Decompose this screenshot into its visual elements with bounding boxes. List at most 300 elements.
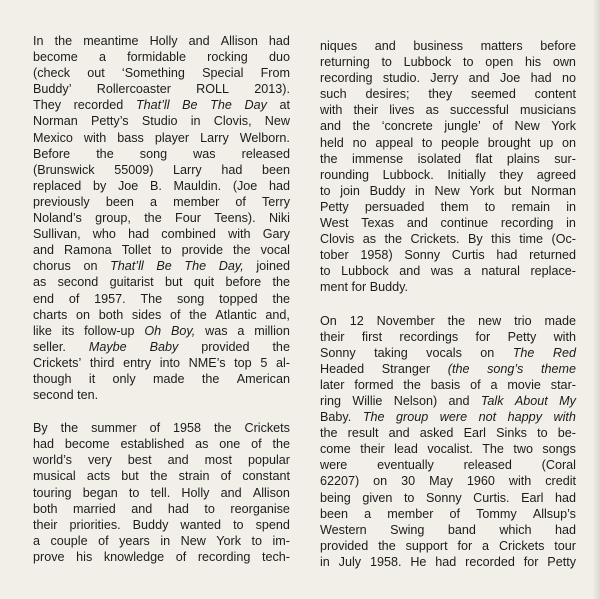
word: Teens). <box>214 211 256 226</box>
word: Mexico <box>33 130 73 145</box>
text-line <box>33 97 290 113</box>
word: a <box>237 323 245 338</box>
word: topped <box>219 291 258 306</box>
word: established <box>120 437 185 452</box>
word: In <box>33 34 44 48</box>
word: prove <box>33 549 65 564</box>
word: Allison <box>220 34 258 48</box>
word: natural <box>481 264 520 279</box>
word: Tollet <box>121 243 152 258</box>
text-line <box>320 102 576 118</box>
word: guitarist <box>109 275 154 290</box>
text-line <box>33 517 290 533</box>
word: end <box>33 291 55 306</box>
word: to <box>161 243 172 258</box>
word: in <box>320 554 330 569</box>
text-line <box>33 436 290 452</box>
text-line <box>320 361 576 377</box>
word: the <box>144 211 162 226</box>
word: both <box>33 501 58 516</box>
word: but <box>503 183 522 198</box>
word: Buddy <box>132 517 169 532</box>
word: November <box>376 313 435 328</box>
word: had <box>554 490 576 505</box>
word: They <box>33 98 61 113</box>
text-line <box>33 81 290 97</box>
word: Oh <box>144 323 162 338</box>
word: The <box>482 442 504 457</box>
word: in <box>190 114 201 129</box>
word: recording <box>197 549 251 564</box>
word: From <box>260 66 290 81</box>
word: for <box>457 538 473 553</box>
word: credit <box>545 474 576 489</box>
word: York <box>551 119 576 134</box>
word: to <box>381 55 392 70</box>
text-line <box>33 452 290 468</box>
text-line <box>320 457 576 473</box>
word: of <box>470 377 481 392</box>
text-line <box>320 538 576 554</box>
word: songs <box>542 442 576 457</box>
word: rocking <box>207 50 248 65</box>
word: wanted <box>180 517 222 532</box>
word: returning <box>320 55 370 70</box>
word: returned <box>529 248 576 263</box>
word: the <box>378 538 396 553</box>
word: two <box>513 442 533 457</box>
word: Holly <box>149 34 178 48</box>
word: was <box>430 264 454 279</box>
word: before <box>225 275 262 290</box>
word: as <box>425 103 439 118</box>
text-line <box>33 113 290 129</box>
word: best <box>127 453 152 468</box>
word: of <box>98 533 109 548</box>
text-line <box>33 226 290 242</box>
word: had <box>221 162 243 177</box>
word: Swing <box>390 522 425 537</box>
word: Earl <box>463 426 486 441</box>
word: to <box>484 199 496 214</box>
word: lead <box>394 442 418 457</box>
word: plains <box>506 151 540 166</box>
word: released <box>241 146 290 161</box>
word: Be <box>182 98 198 113</box>
word: That’ll <box>110 259 144 274</box>
word: ‘Something <box>121 66 185 81</box>
word: as <box>33 275 47 290</box>
word: and <box>188 34 210 48</box>
text-line <box>320 151 576 167</box>
text-line <box>33 146 290 162</box>
word: vocals <box>426 345 462 360</box>
word: million <box>254 323 290 338</box>
word: 1958 <box>173 421 202 436</box>
word: Tommy <box>476 506 517 521</box>
word: like <box>33 323 52 338</box>
word: content <box>534 87 576 102</box>
word: Allison <box>252 485 290 500</box>
word: the <box>96 146 114 161</box>
word: to <box>204 501 215 516</box>
word: had <box>128 227 150 242</box>
word: were <box>439 410 468 425</box>
word: Petty’s <box>91 114 129 129</box>
text-line <box>320 506 576 522</box>
word: and, <box>265 307 290 322</box>
word: had <box>33 437 55 452</box>
word: Willie <box>352 393 383 408</box>
word: Day, <box>218 259 244 274</box>
word: recorded <box>465 554 515 569</box>
word: 2013). <box>254 82 290 97</box>
word: held <box>320 135 344 150</box>
text-line <box>33 468 290 484</box>
word: eventually <box>377 458 434 473</box>
word: successful <box>450 103 509 118</box>
word: business <box>413 39 464 53</box>
text-line <box>33 194 290 210</box>
word: Ramona <box>64 243 112 258</box>
word: trio <box>514 313 532 328</box>
text-line <box>320 263 576 279</box>
word: joined <box>256 259 290 274</box>
word: Noland’s <box>33 211 82 226</box>
word: and <box>131 501 153 516</box>
word: a <box>490 377 498 392</box>
text-line <box>320 38 576 54</box>
text-line <box>33 420 290 436</box>
word: were <box>320 458 348 473</box>
text-line <box>33 258 290 274</box>
word: the <box>272 339 290 354</box>
word: provided <box>201 339 250 354</box>
word: ROLL <box>196 82 230 97</box>
text-line <box>33 291 290 307</box>
word: York <box>469 183 495 198</box>
word: replaced <box>33 178 82 193</box>
word: Lubbock. <box>382 167 434 182</box>
text-line <box>33 355 290 371</box>
text-line <box>320 522 576 538</box>
word: On <box>320 313 337 328</box>
word: no <box>561 71 576 86</box>
word: they <box>428 87 453 102</box>
word: and <box>406 216 428 231</box>
word: the <box>189 307 207 322</box>
word: The <box>512 345 535 360</box>
text-line <box>320 329 576 345</box>
word: on <box>83 259 98 274</box>
word: been <box>105 194 134 209</box>
word: Crickets <box>244 421 290 436</box>
text-line <box>320 167 576 183</box>
word: asked <box>419 426 454 441</box>
word: provide <box>181 243 223 258</box>
text-line <box>320 118 576 134</box>
text-line <box>320 425 576 441</box>
word: Petty <box>507 329 537 344</box>
word: tech- <box>262 549 290 564</box>
word: Joe <box>499 71 521 86</box>
word: meantime <box>83 34 139 48</box>
word: previously <box>33 194 90 209</box>
word: vocal <box>260 243 290 258</box>
word: taking <box>374 345 408 360</box>
word: his <box>76 549 93 564</box>
word: of <box>251 437 262 452</box>
word: with <box>553 329 576 344</box>
text-line <box>33 242 290 258</box>
text-line <box>320 490 576 506</box>
word: with <box>508 474 532 489</box>
word: been <box>320 506 349 521</box>
word: Atlantic <box>215 307 257 322</box>
word: ring <box>320 393 341 408</box>
word: be- <box>557 426 576 441</box>
word: world’s <box>33 453 72 468</box>
word: New <box>434 183 460 198</box>
word: Crickets <box>498 538 545 553</box>
word: 1958. <box>369 554 402 569</box>
word: had <box>167 501 189 516</box>
word: acts <box>86 469 111 484</box>
word: had <box>554 522 576 537</box>
word: July <box>338 554 362 569</box>
text-line <box>33 178 290 194</box>
word: had <box>530 71 552 86</box>
word: B. <box>149 178 162 193</box>
word: on <box>373 474 388 489</box>
word: He <box>410 554 427 569</box>
word: strain <box>178 469 210 484</box>
word: formidable <box>127 50 186 65</box>
word: being <box>320 490 351 505</box>
word: desires; <box>365 87 410 102</box>
word: by <box>92 178 107 193</box>
word: a <box>98 50 106 65</box>
text-line <box>320 409 576 425</box>
word: movie <box>507 377 541 392</box>
word: Larry <box>173 162 202 177</box>
word: for <box>475 329 491 344</box>
word: rounding <box>320 167 370 182</box>
word: both <box>98 307 124 322</box>
text-line <box>33 162 290 178</box>
word: 55009) <box>114 162 154 177</box>
word: Gary <box>262 227 290 242</box>
word: very <box>87 453 112 468</box>
word: no <box>352 135 367 150</box>
word: touring <box>33 485 72 500</box>
word: recording <box>500 216 554 231</box>
word: first <box>361 329 383 344</box>
word: Petty <box>320 199 349 214</box>
word: The <box>140 291 163 306</box>
word: priorities. <box>69 517 121 532</box>
word: 1957. <box>94 291 126 306</box>
word: not <box>478 410 497 425</box>
word: them <box>440 199 469 214</box>
word: out <box>87 66 105 81</box>
word: (Coral <box>541 458 576 473</box>
word: people <box>441 135 479 150</box>
text-line <box>320 70 576 86</box>
word: band <box>447 522 476 537</box>
word: Terry <box>262 194 290 209</box>
word: ‘concrete <box>381 119 433 134</box>
word: married <box>73 501 116 516</box>
word: the <box>403 377 421 392</box>
word: in <box>566 216 576 231</box>
word: Crickets’ <box>33 355 82 370</box>
word: New <box>264 114 290 129</box>
word: replace- <box>530 264 576 279</box>
text-line <box>33 210 290 226</box>
word: Sinks <box>496 426 527 441</box>
word: for <box>523 554 539 569</box>
word: song <box>177 291 205 306</box>
word: constant <box>242 469 290 484</box>
word: Clovis <box>320 232 355 247</box>
word: to <box>403 490 415 505</box>
word: of <box>235 194 246 209</box>
word: basis <box>430 377 461 392</box>
word: Talk <box>480 393 504 408</box>
text-line <box>320 377 576 393</box>
text-line <box>320 135 576 151</box>
word: of <box>220 469 232 484</box>
text-line <box>33 549 290 565</box>
word: with <box>553 410 576 425</box>
word: to <box>233 517 244 532</box>
word: Initially <box>447 167 486 182</box>
word: seemed <box>471 87 516 102</box>
word: Allsup’s <box>532 506 576 521</box>
word: quit <box>193 275 215 290</box>
word: New <box>514 119 540 134</box>
word: Red <box>552 345 576 360</box>
word: third <box>89 355 115 370</box>
word: Sonny <box>320 345 356 360</box>
text-line <box>33 339 290 355</box>
word: on <box>561 135 576 150</box>
word: but <box>121 469 139 484</box>
word: Curtis <box>451 248 485 263</box>
word: they <box>499 167 524 182</box>
word: musicians <box>520 103 576 118</box>
word: up <box>539 135 554 150</box>
word: the <box>214 421 232 436</box>
word: of <box>175 549 187 564</box>
word: and <box>448 393 470 408</box>
text-line <box>33 65 290 81</box>
word: come <box>320 442 351 457</box>
word: Maybe <box>88 339 127 354</box>
word: had <box>435 554 457 569</box>
word: before <box>540 39 576 53</box>
word: Day <box>244 98 267 113</box>
paragraph-break <box>320 296 576 313</box>
word: Lubbock <box>341 264 389 279</box>
word: combined <box>161 227 216 242</box>
word: Welborn. <box>239 130 290 145</box>
word: sur- <box>554 151 576 166</box>
word: duo <box>268 50 290 65</box>
word: My <box>559 393 576 408</box>
word: Buddy <box>369 183 406 198</box>
text-line <box>33 323 290 339</box>
word: May <box>429 474 453 489</box>
word: and <box>167 453 189 468</box>
text-line <box>320 313 576 329</box>
word: Nelson) <box>393 393 438 408</box>
text-line <box>320 199 576 215</box>
word: the <box>272 275 290 290</box>
word: in <box>566 199 576 214</box>
word: been <box>261 162 290 177</box>
word: Norman <box>531 183 576 198</box>
word: summer <box>91 421 137 436</box>
text-line <box>320 86 576 102</box>
word: and <box>320 119 342 134</box>
word: (Brunswick <box>33 162 95 177</box>
text-line <box>320 247 576 263</box>
text-line <box>33 387 290 403</box>
left-text-column <box>33 33 290 565</box>
word: support <box>405 538 448 553</box>
word: the <box>149 469 168 484</box>
word: the <box>447 313 466 328</box>
word: which <box>499 522 532 537</box>
word: matters <box>480 39 523 53</box>
word: it <box>88 371 96 386</box>
word: for <box>351 280 367 295</box>
word: with <box>320 103 343 118</box>
word: and <box>33 243 55 258</box>
word: the <box>352 119 371 134</box>
word: though <box>33 371 72 386</box>
word: but <box>164 275 183 290</box>
word: this <box>491 232 511 247</box>
word: Boy, <box>171 323 196 338</box>
word: remain <box>511 199 550 214</box>
paragraph-break <box>33 403 290 420</box>
text-line <box>33 130 290 146</box>
text-line <box>33 307 290 323</box>
word: Texas <box>361 216 395 231</box>
text-line <box>33 501 290 517</box>
word: (the <box>447 361 470 376</box>
word: become <box>33 50 78 65</box>
word: By <box>33 421 48 436</box>
word: only <box>112 371 136 386</box>
word: Earl <box>521 490 544 505</box>
word: vocalist. <box>427 442 473 457</box>
word: was <box>205 323 228 338</box>
word: Headed <box>320 361 365 376</box>
word: happy <box>507 410 542 425</box>
word: most <box>204 453 232 468</box>
word: Holly <box>181 485 210 500</box>
word: (Oc- <box>551 232 576 247</box>
word: Stranger <box>381 361 431 376</box>
word: 1958) <box>360 248 393 263</box>
word: released <box>463 458 512 473</box>
word: the <box>320 151 338 166</box>
word: their <box>33 517 58 532</box>
